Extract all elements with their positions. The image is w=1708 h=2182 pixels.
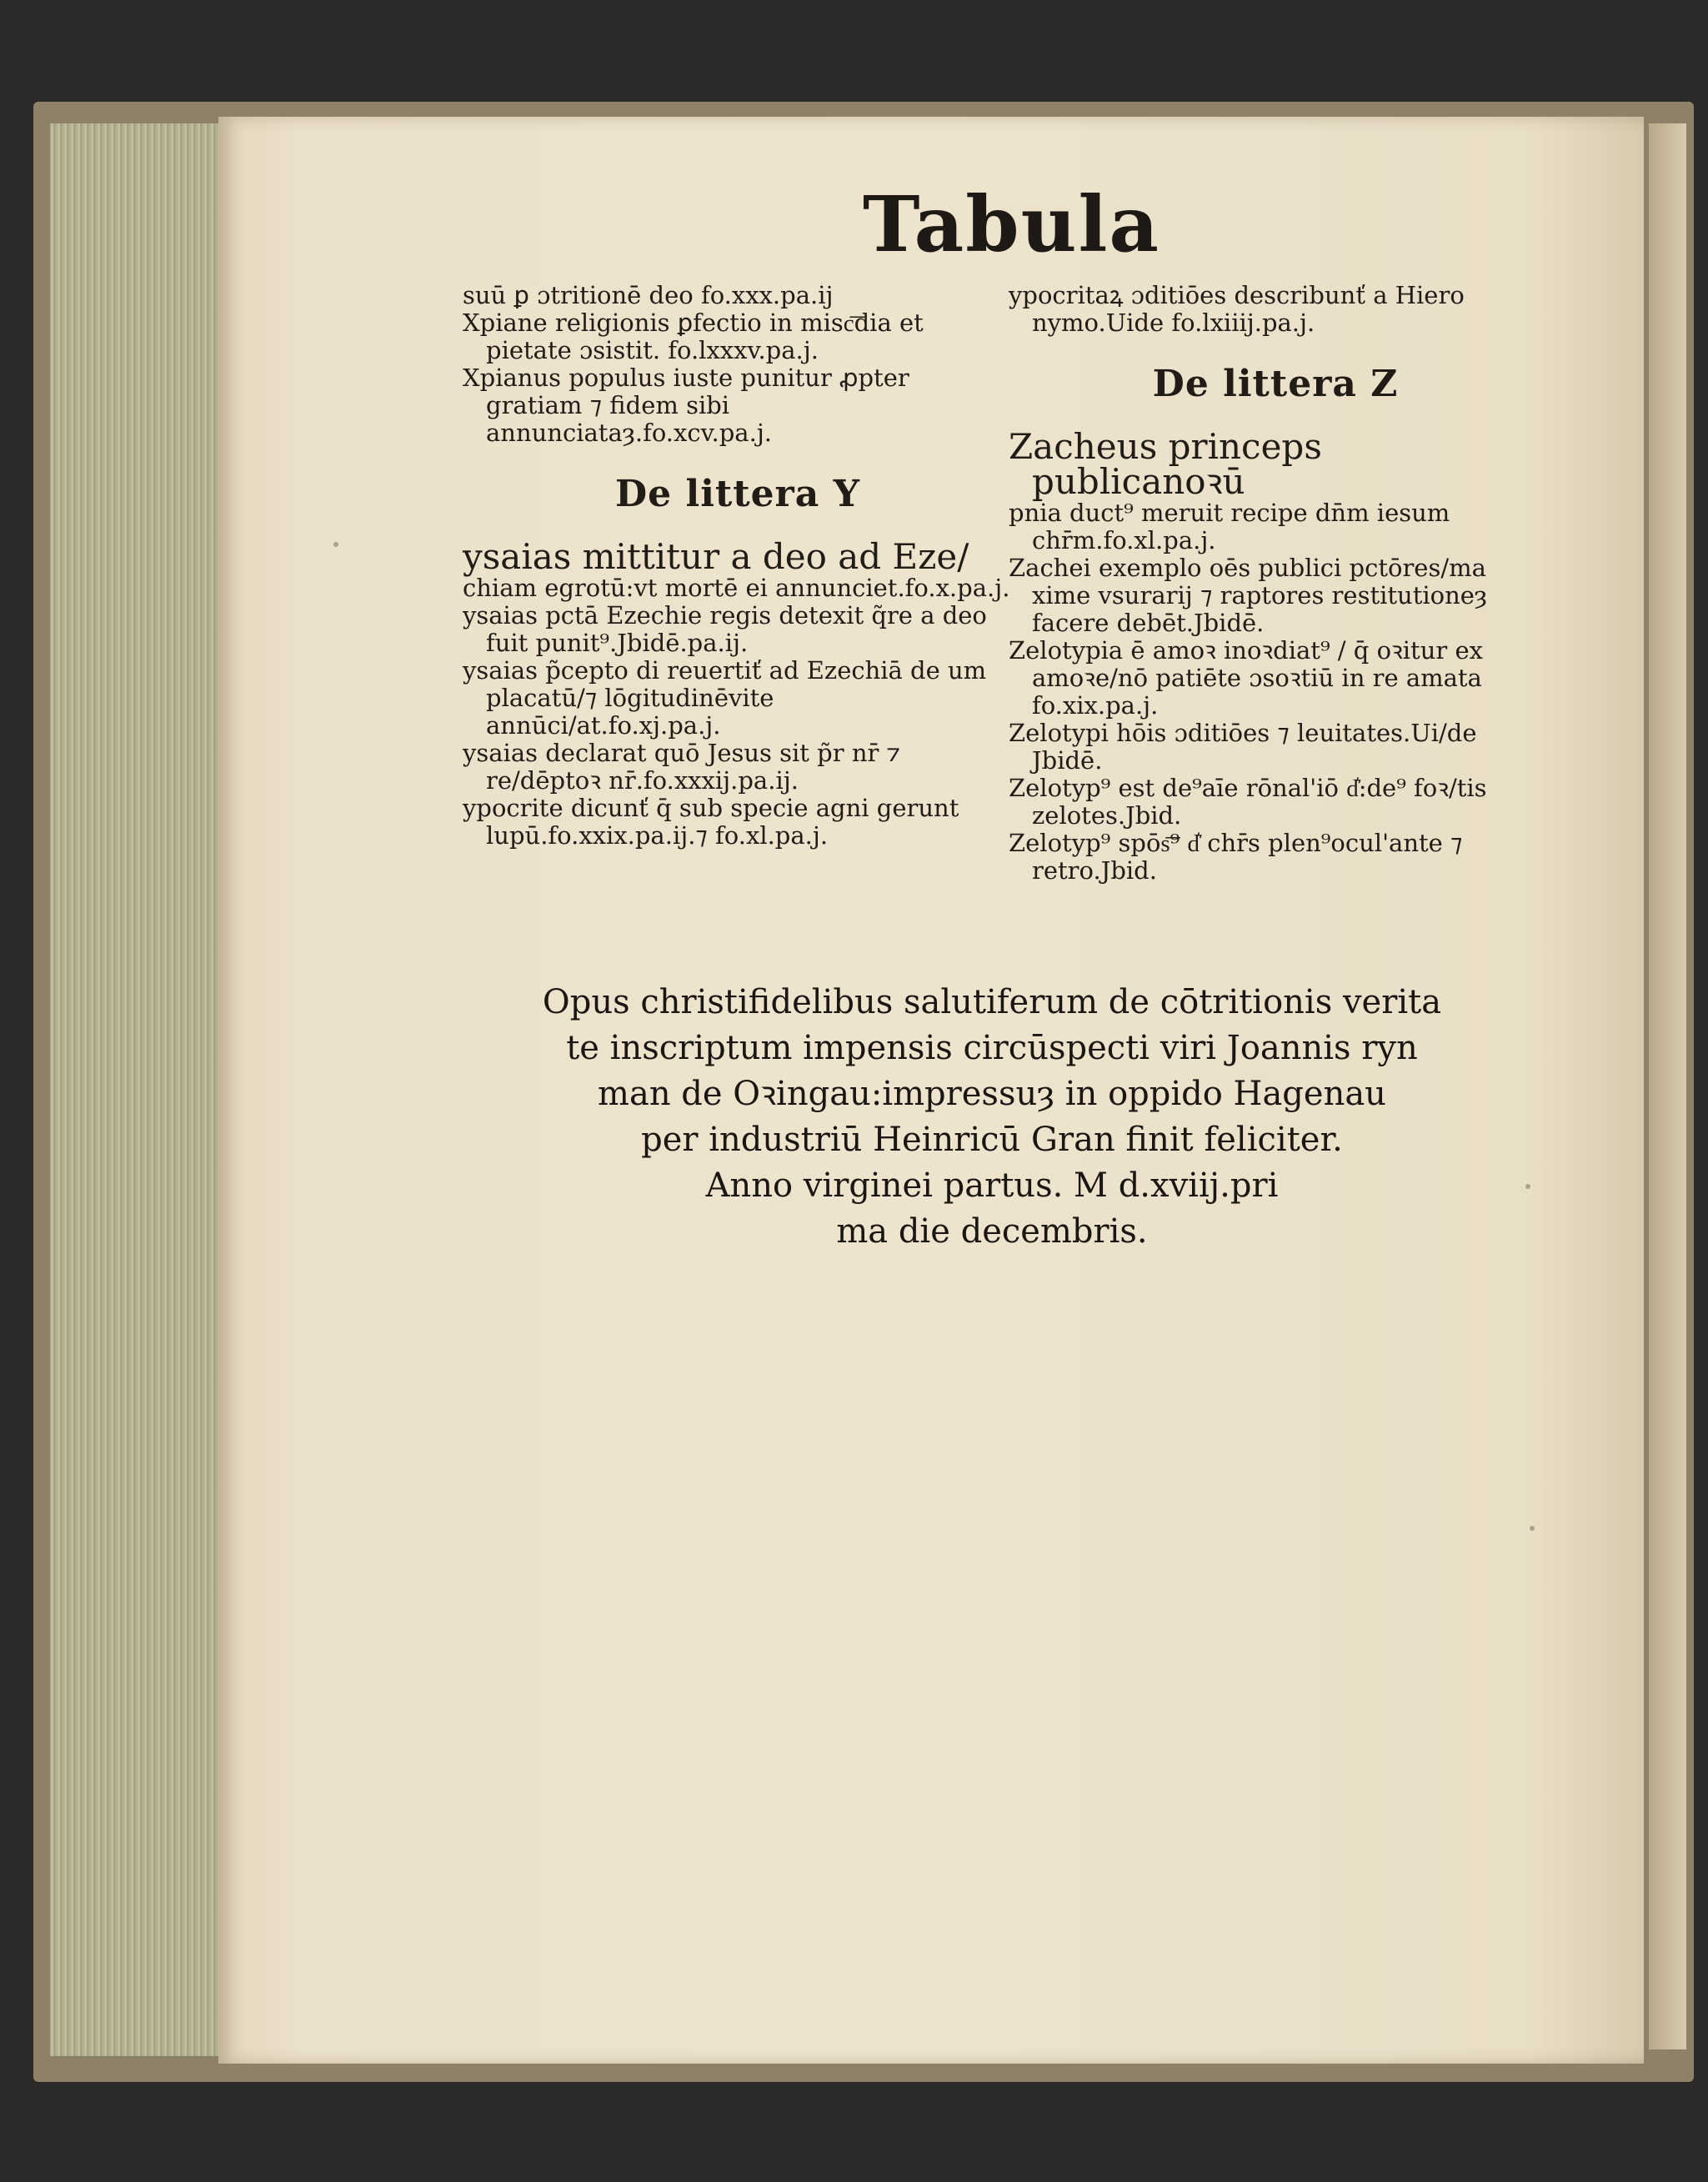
paper-spot — [333, 542, 338, 547]
section-heading-z: De littera Z — [1152, 363, 1399, 405]
index-entry: Zelotyp⁹ est de⁹aīe rōnal'iō d͛:de⁹ foꝛ/tis zelotes.Jbid. — [1009, 774, 1487, 830]
left-column — [463, 282, 1013, 850]
colophon-line: per industriū Heinricū Gran finit feliciter. — [641, 1121, 1343, 1159]
paper-spot — [1530, 1526, 1535, 1531]
colophon-line: man de Oꝛingau:impressuȝ in oppido Hagenau — [598, 1075, 1386, 1113]
index-entry: Xpianus populus iuste punitur ꝓpter gratiam ⁊ fidem sibi annunciataȝ.fo.xcv.pa.j. — [463, 364, 909, 447]
section-heading-y: De littera Y — [615, 473, 860, 515]
index-entry: Zelotypia ē amoꝛ inoꝛdiat⁹ / q̄ oꝛitur ex amoꝛe/nō patiēte ɔsoꝛtiū in re amata fo.xix.pa.j. — [1009, 636, 1483, 720]
index-entry: pnia duct⁹ meruit recipe dn̄m iesum chr̄m.fo.xl.pa.j. — [1009, 499, 1450, 554]
colophon-line: Opus christifidelibus salutiferum de cōtritionis verita — [542, 983, 1442, 1021]
index-entry: ysaias pctā Ezechie regis detexit q̃re a deo fuit punit⁹.Jbidē.pa.ij. — [463, 601, 987, 657]
index-entry-lead: Zacheus princeps publicanoꝛū — [1009, 426, 1322, 502]
colophon — [517, 980, 1467, 1255]
index-entry: chiam egrotū:vt mortē ei annunciet.fo.x.pa.j. — [463, 574, 1010, 602]
index-entry: Xpiane religionis ꝑfectio in misc͞dia et pietate ɔsistit. fo.lxxxv.pa.j. — [463, 308, 924, 364]
index-entry: ysaias declarat quō Jesus sit p̃r nr̄ ⁊ re/dēptoꝛ nr̄.fo.xxxij.pa.ij. — [463, 739, 901, 795]
index-entry: ypocritaꝝ ɔditiōes describunť a Hiero nymo.Uide fo.lxiiij.pa.j. — [1009, 281, 1465, 337]
page-title: Tabula — [863, 179, 1161, 269]
paper-spot — [1525, 1184, 1530, 1189]
colophon-line: Anno virginei partus. M d.xviij.pri — [705, 1166, 1279, 1205]
index-entry: Zelotypi hōis ɔditiōes ⁊ leuitates.Ui/de Jbidē. — [1009, 719, 1477, 775]
index-entry: Zachei exemplo oēs publici pctōres/ma xime vsurarij ⁊ raptores restitutioneȝ facere debēt.Jbidē. — [1009, 554, 1488, 637]
colophon-line: te inscriptum impensis circūspecti viri Joannis ryn — [566, 1029, 1418, 1067]
index-entry: ysaias p̃cepto di reuertiť ad Ezechiā de um placatū/⁊ lōgitudinēvite annūci/at.fo.xj.pa.j. — [463, 656, 987, 740]
right-column — [1009, 282, 1542, 885]
colophon-line: ma die decembris. — [836, 1212, 1148, 1251]
index-entry: ypocrite dicunť q̄ sub specie agni gerunt lupū.fo.xxix.pa.ij.⁊ fo.xl.pa.j. — [463, 794, 959, 850]
page-edges — [50, 123, 223, 2056]
index-entry: Zelotyp⁹ spōs͞⁹ d͛ chr̄s plen⁹ocul'ante ⁊ retro.Jbid. — [1009, 829, 1463, 885]
index-entry: suū ꝑ ɔtritionē deo fo.xxx.pa.ij — [463, 281, 834, 309]
index-entry-lead: ysaias mittitur a deo ad Eze/ — [463, 536, 969, 577]
facing-page-edge — [1649, 123, 1686, 2049]
